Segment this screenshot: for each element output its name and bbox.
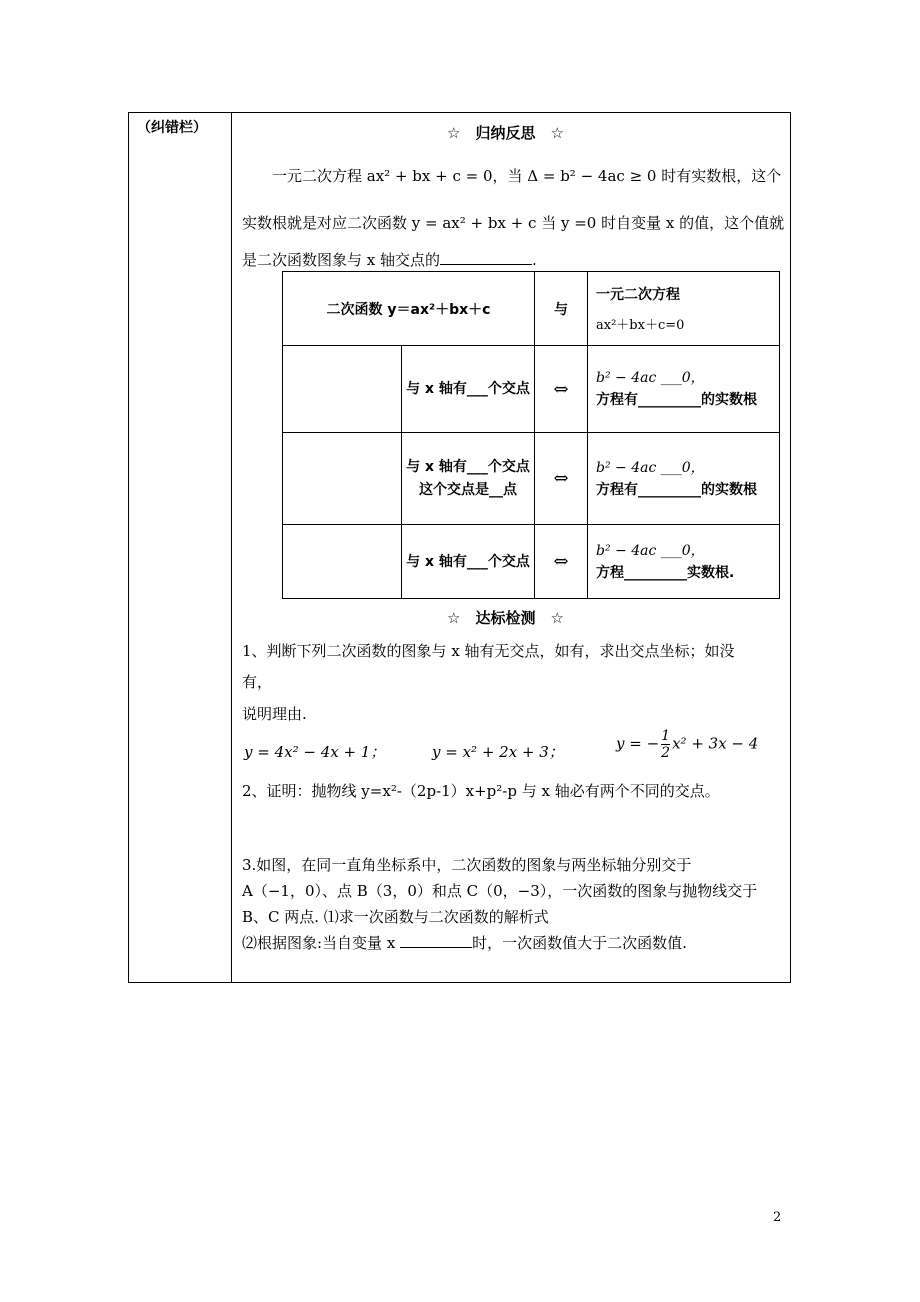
header-equation: 一元二次方程 ax²＋bx＋c=0: [588, 272, 780, 346]
header-and: 与: [535, 272, 588, 346]
q1-equation-1: y = 4x² − 4x + 1；: [244, 743, 386, 761]
section-title-test: ☆ 达标检测 ☆: [447, 609, 564, 627]
answer-blank[interactable]: [400, 933, 472, 948]
header-quadratic-function: 二次函数 y＝ax²＋bx＋c: [283, 272, 535, 346]
q1-equation-3: y = − $\frac{1}{2}$ x² + 3x − 4: [616, 728, 759, 761]
row3-blank: [283, 525, 402, 599]
q1-equation-2: y = x² + 2x + 3；: [432, 743, 564, 761]
q3-line2: A（−1，0）、点 B（3，0）和点 C（0，−3），一次函数的图象与抛物线交于: [242, 882, 758, 900]
q3-line4: ⑵根据图象:当自变量 x 时，一次函数值大于二次函数值.: [242, 934, 687, 952]
row2-blank: [283, 433, 402, 525]
row3-condition: b² − 4ac ___0， 方程_________实数根.: [588, 525, 780, 599]
comparison-table: [282, 271, 780, 599]
side-label: （纠错栏）: [137, 120, 207, 136]
row1-equivalence-icon: ⇔: [535, 346, 588, 433]
page-number: 2: [773, 1210, 782, 1225]
q1-line2: 有，: [242, 673, 273, 691]
q1-line3: 说明理由.: [242, 705, 307, 723]
row2-condition: b² − 4ac ___0， 方程有_________的实数根: [588, 433, 780, 525]
side-column: [129, 113, 232, 982]
q1-line1: 1、判断下列二次函数的图象与 x 轴有无交点，如有，求出交点坐标；如没: [242, 642, 735, 660]
row3-equivalence-icon: ⇔: [535, 525, 588, 599]
para1-line3: 是二次函数图象与 x 轴交点的 .: [242, 251, 537, 269]
row2-equivalence-icon: ⇔: [535, 433, 588, 525]
para1-line1: 一元二次方程 ax² + bx + c = 0，当 Δ = b² − 4ac ≥ 0 时有实数根，这个: [272, 167, 782, 185]
row3-intersection: 与 x 轴有___个交点: [402, 525, 535, 599]
answer-blank[interactable]: [440, 250, 532, 265]
q2-text: 2、证明：抛物线 y=x²-（2p-1）x+p²-p 与 x 轴必有两个不同的交点。: [242, 782, 720, 800]
section-title-summary: ☆ 归纳反思 ☆: [447, 124, 564, 142]
q3-line3: B、C 两点. ⑴求一次函数与二次函数的解析式: [242, 908, 549, 926]
q3-line1: 3.如图，在同一直角坐标系中，二次函数的图象与两坐标轴分别交于: [242, 856, 692, 874]
para1-line2: 实数根就是对应二次函数 y = ax² + bx + c 当 y =0 时自变量 x 的值，这个值就: [242, 214, 785, 232]
row1-condition: b² − 4ac ___0， 方程有_________的实数根: [588, 346, 780, 433]
row2-intersection: 与 x 轴有___个交点 这个交点是__点: [402, 433, 535, 525]
row1-blank: [283, 346, 402, 433]
row1-intersection: 与 x 轴有___个交点: [402, 346, 535, 433]
